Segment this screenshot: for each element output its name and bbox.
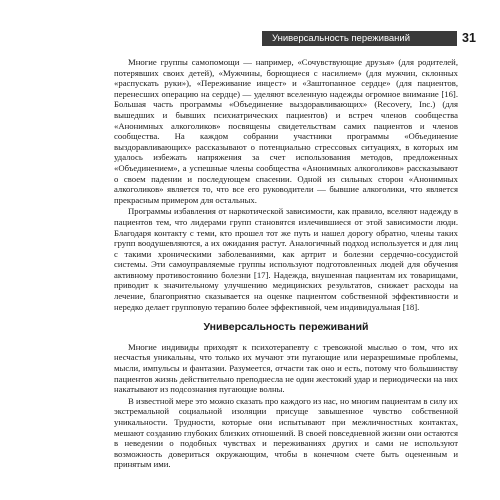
paragraph: В известной мере это можно сказать про каждого из нас, но многим пациентам в силу их экстремальной социальной изоляции присуще завышенное чувство собственной уникальности. Трудности, которые они испытывают при межличностных контактах, мешают созданию глубоких близких отношений. В своей повседневной жизни они остаются в неведении о подобных чувствах и переживаниях других и сами не используют возможность довериться окружающим, чтобы в конечном счете быть оцененным и принятым ими. — [114, 395, 458, 470]
running-header: Универсальность переживаний — [262, 31, 457, 46]
paragraph: Многие группы самопомощи — например, «Сочувствующие друзья» (для родителей, потерявших своих детей), «Мужчины, борющиеся с насилием» (для мужчин, склонных «распускать руки»), «Переживание инцест» и «Заштопанное сердце» (для пациентов, перенесших операцию на сердце) — уделяют вселенную надежды огромное внимание [16]. Большая часть программы «Объединение выздоравливающих» (Recovery, Inc.) (для вышедших и бывших психиатрических пациентов) и встреч членов сообщества «Анонимных алкоголиков» посвящены свидетельствам самих пациентов и членов сообщества. На каждом собрании участники программы «Объединение выздоравливающих» рассказывают о потенциально стрессовых ситуациях, в которых им удалось избежать напряжения за счет использования методов, предложенных «Объединением», а успешные члены сообщества «Анонимных алкоголиков» рассказывают о своем падении и последующем спасении. Одной из сильных сторон «Анонимных алкоголиков» является то, что все его руководители — бывшие алкоголики, что является прекрасным примером для остальных. — [114, 57, 458, 205]
paragraph: Программы избавления от наркотической зависимости, как правило, вселяют надежду в пациентов тем, что лидерами групп становятся излечившиеся от этой зависимости люди. Благодаря контакту с теми, кто прошел тот же путь и нашел дорогу обратно, члены таких групп воодушевляются, а их ожидания растут. Аналогичный подход используется и для лиц с такими хроническими заболеваниями, как артрит и болезни сердечно-сосудистой системы. Эти самоуправляемые группы используют подготовленных людей для обучения активному противостоянию болезни [17]. Надежда, внушенная пациентам их товарищами, приводит к значительному улучшению медицинских результатов, снижает расходы на лечение, благоприятно сказывается на оценке пациентом собственной эффективности и нередко делает групповую терапию более эффективной, чем индивидуальная [18]. — [114, 206, 458, 312]
section-heading: Универсальность переживаний — [203, 321, 369, 334]
paragraph: Многие индивиды приходят к психотерапевту с тревожной мыслью о том, что их несчастья уникальны, что только их мучают эти пугающие или неразрешимые проблемы, мысли, импульсы и фантазии. Разумеется, отчасти так оно и есть, потому что большинству пациентов жизнь действительно преподнесла не один жестокий удар и периодически на них накатывают из подсознания пугающие волны. — [114, 341, 458, 395]
page-body — [114, 57, 458, 470]
page-number: 31 — [462, 31, 476, 45]
